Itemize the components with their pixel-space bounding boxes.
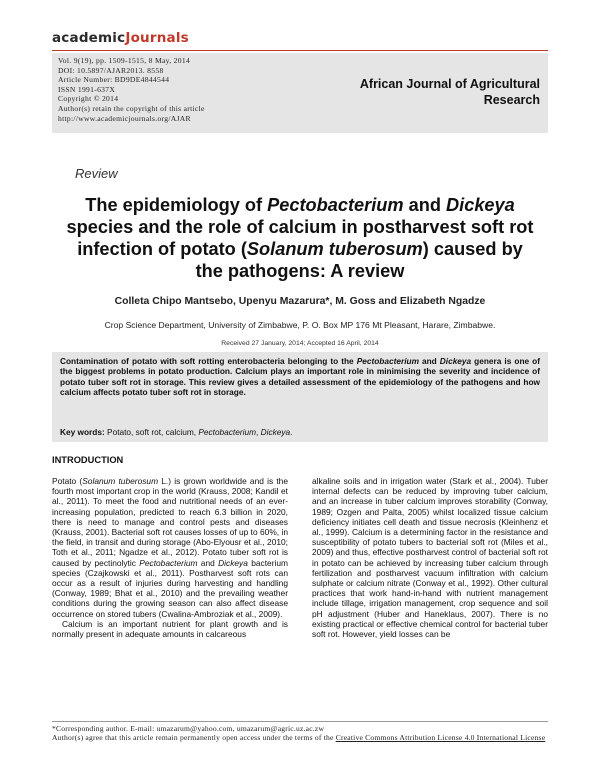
article-metadata [58, 56, 205, 123]
keywords-label: Key words: [60, 427, 105, 437]
rights-line: Author(s) retain the copyright of this article [58, 103, 205, 113]
footnote-rule [52, 721, 548, 722]
logo-suffix: Journals [125, 30, 189, 46]
volume-line: Vol. 9(19), pp. 1509-1515, 8 May, 2014 [58, 56, 191, 65]
doi-line: DOI: 10.5897/AJAR2013. 8558 [58, 65, 164, 75]
footnote [52, 724, 548, 743]
intro-paragraph-2: Calcium is an important nutrient for plant growth and is normally present in adequate amounts in calcareous [52, 618, 288, 640]
article-title: The epidemiology of Pectobacterium and Dickeya species and the role of calcium in postharvest soft rot infection of potato (Solanum tuberosum) caused by the pathogens: A review [66, 195, 534, 281]
corresponding-author: *Corresponding author. E-mail: umazarum@yahoo.com, umazarum@agric.uz.ac.zw [52, 724, 325, 733]
intro-paragraph-3: alkaline soils and in irrigation water (Stark et al., 2004). Tuber internal defects can be reduced by improving tuber calcium, and an increase in tuber calcium improves storability (Conway, 1989; Ozgen and Palta, 2005) whilst localized tissue calcium deficiency initiates cell death and tissue necrosis (Kleinhenz et al., 1999). Calcium is a determining factor in the resistance and susceptibility of potato tubers to bacterial soft rot (Miles et al., 2009) and thus, effective postharvest control of bacterial soft rot in potato can be achieved by increasing tuber calcium through fertilization and postharvest vacuum infiltration with calcium sulphate or calcium nitrate (Conway et al., 1992). Other cultural practices that work hand-in-hand with nutrient management include tillage, irrigation management, crop sequence and soil pH adjustment (Huber and Haneklaus, 2007). There is no existing practical or effective chemical control for bacterial tuber soft rot. However, yield losses can be [312, 476, 548, 640]
received-dates: Received 27 January, 2014; Accepted 16 April, 2014 [221, 340, 379, 347]
journal-name [340, 76, 540, 108]
journal-name-line2: Research [483, 93, 540, 107]
journal-url[interactable]: http://www.academicjournals.org/AJAR [58, 113, 191, 123]
keywords: Key words: Potato, soft rot, calcium, Pectobacterium, Dickeya. [60, 427, 293, 437]
license-note: Author(s) agree that this article remain permanently open access under the terms of the Creative Commons Attribution License 4.0 International License [52, 733, 546, 743]
introduction-heading: INTRODUCTION [52, 455, 124, 465]
publisher-logo [52, 30, 189, 46]
body-column-left [52, 476, 288, 639]
affiliation: Crop Science Department, University of Zimbabwe, P. O. Box MP 176 Mt Pleasant, Harare, Zimbabwe. [104, 320, 496, 330]
copyright-line: Copyright © 2014 [58, 94, 119, 104]
body-column-right [312, 476, 548, 639]
article-number-line: Article Number: BD9DE4844544 [58, 75, 170, 85]
author-list: Colleta Chipo Mantsebo, Upenyu Mazarura*, M. Goss and Elizabeth Ngadze [114, 296, 486, 307]
intro-paragraph-1: Potato (Solanum tuberosum L.) is grown worldwide and is the fourth most important crop in the world (Krauss, 2008; Kandil et al., 2011). To meet the food and nutritional needs of an ever-increasing population, predicted to reach 6.3 billion in 2020, there is need to manage and control pests and diseases (Krauss, 2001). Bacterial soft rot causes losses of up to 60%, in the field, in transit and during storage (Abo-Elyousr et al., 2010; Toth et al., 2011; Ngadze et al., 2012). Potato tuber soft rot is caused by pectinolytic Pectobacterium and Dickeya bacterium species (Czajkowski et al., 2011). Postharvest soft rots can occur as a result of injuries during harvesting and handling (Conway, 1989; Bhat et al., 2010) and the prevailing weather conditions during the growing season can also affect disease occurrence on stored tubers (Cwalina-Ambroziak et al., 2009). [52, 476, 288, 619]
journal-name-line1: African Journal of Agricultural [359, 77, 540, 91]
abstract-text: Contamination of potato with soft rotting enterobacteria belonging to the Pectobacterium and Dickeya genera is one of the biggest problems in potato production. Calcium plays an important role in minimising the severity and incidence of potato tuber soft rot in storage. This review gives a detailed assessment of the epidemiology of the pathogens and how calcium affects potato tuber soft rot in storage. [60, 356, 540, 398]
license-link[interactable]: Creative Commons Attribution License 4.0 International License [335, 733, 546, 743]
issn-line: ISSN 1991-637X [58, 84, 116, 94]
article-type: Review [75, 166, 118, 181]
logo-prefix: academic [52, 30, 126, 46]
header-rule [52, 50, 548, 51]
